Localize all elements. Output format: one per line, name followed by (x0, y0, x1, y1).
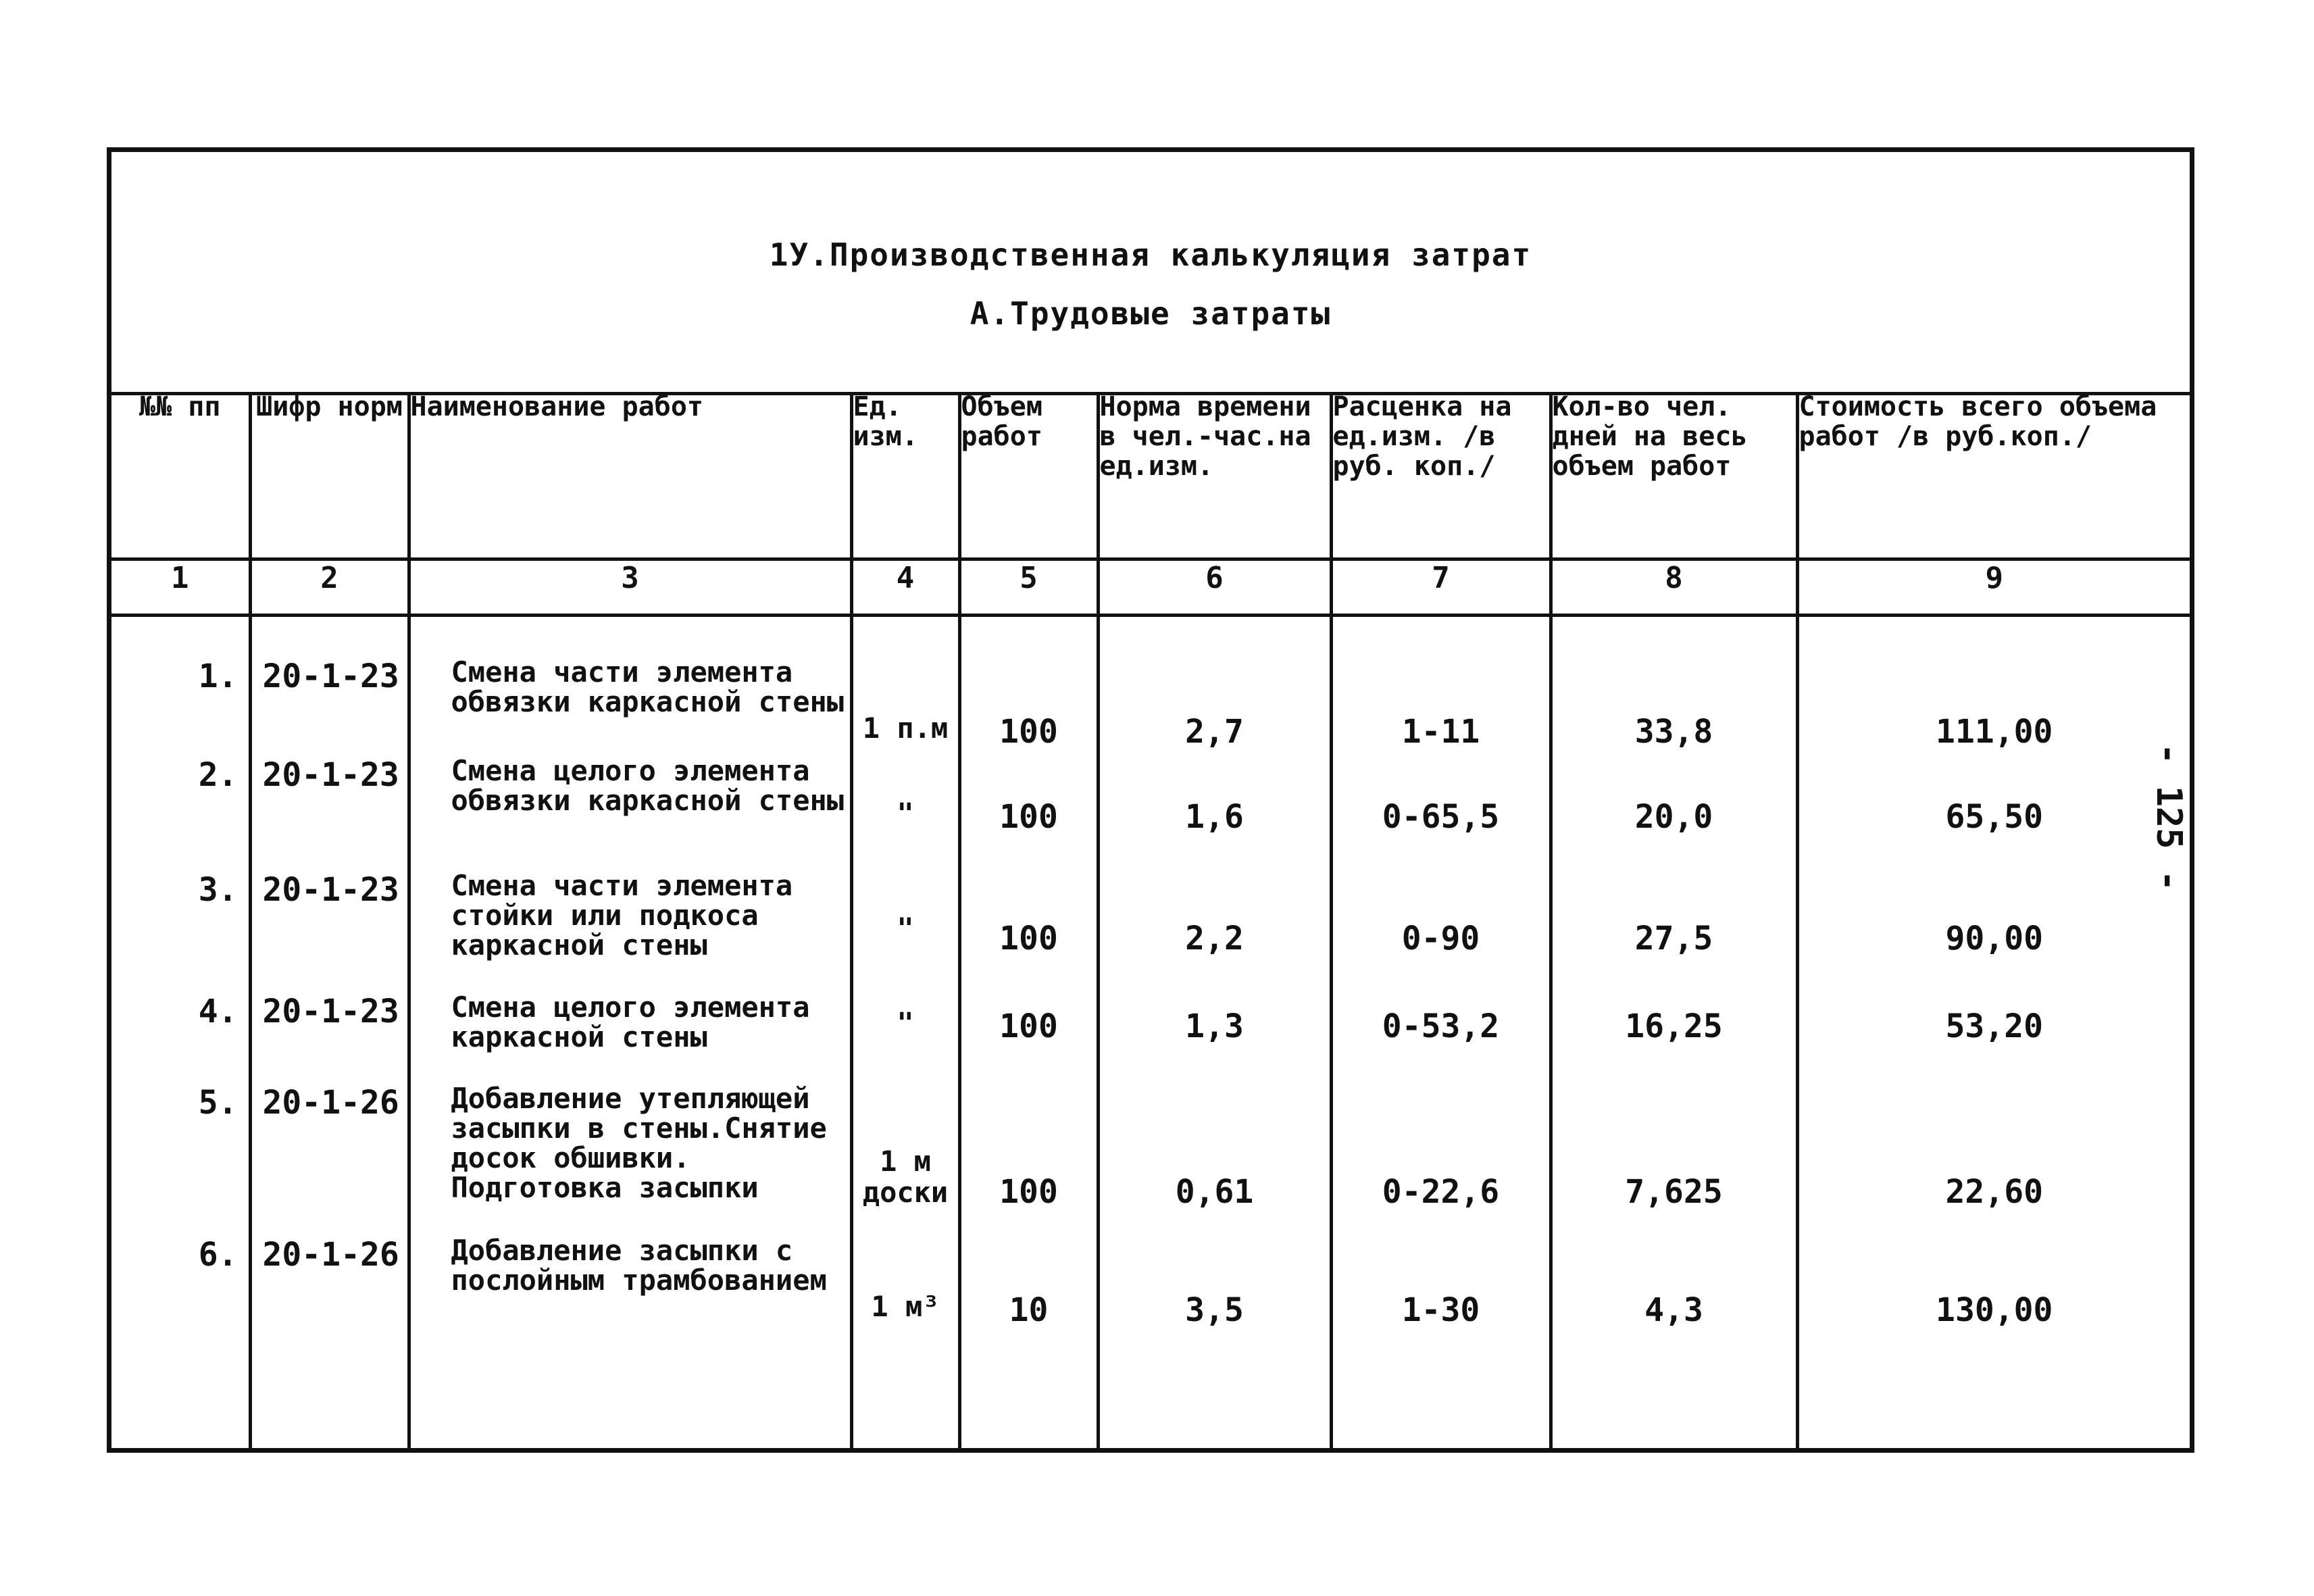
header-cell: Объем работ (959, 392, 1098, 559)
document-sheet (107, 147, 2194, 1453)
man-days: 16,25 (1551, 987, 1797, 1078)
volume: 100 (959, 751, 1098, 866)
unit: 1 п.м (851, 616, 959, 751)
header-cell: Стоимость всего объема работ /в руб.коп./ (1797, 392, 2190, 559)
row-number: 5. (198, 1084, 238, 1122)
volume: 100 (959, 866, 1098, 987)
column-number: 3 (409, 559, 851, 616)
time-norm: 2,2 (1098, 866, 1331, 987)
row-number: 2. (198, 756, 238, 794)
column-number-row (111, 559, 2190, 616)
header-cell: Расценка на ед.изм. /в руб. коп./ (1331, 392, 1551, 559)
rate: 0-53,2 (1331, 987, 1551, 1078)
column-number: 6 (1098, 559, 1331, 616)
norm-code: 20-1-26 (250, 1230, 409, 1453)
time-norm: 0,61 (1098, 1078, 1331, 1230)
unit: " (851, 987, 959, 1078)
subsection-title: А.Трудовые затраты (970, 295, 1332, 332)
time-norm: 3,5 (1098, 1230, 1331, 1453)
total-cost: 111,00 (1797, 616, 2190, 751)
norm-code: 20-1-23 (250, 987, 409, 1078)
work-name: Добавление засыпки с послойным трамбованием (409, 1230, 851, 1453)
man-days: 33,8 (1551, 616, 1797, 751)
page-number: - 125 - (2148, 743, 2189, 892)
rate: 1-30 (1331, 1230, 1551, 1453)
time-norm: 1,6 (1098, 751, 1331, 866)
volume: 10 (959, 1230, 1098, 1453)
man-days: 20,0 (1551, 751, 1797, 866)
time-norm: 1,3 (1098, 987, 1331, 1078)
table-row (111, 987, 2190, 1078)
column-number: 8 (1551, 559, 1797, 616)
labor-cost-table (111, 392, 2190, 1453)
unit: " (851, 866, 959, 987)
column-number: 9 (1797, 559, 2190, 616)
total-cost: 22,60 (1797, 1078, 2190, 1230)
table-row (111, 616, 2190, 751)
time-norm: 2,7 (1098, 616, 1331, 751)
rate: 0-90 (1331, 866, 1551, 987)
column-number: 1 (111, 559, 250, 616)
title-area (111, 152, 2190, 395)
header-cell: №№ пп (139, 391, 221, 422)
column-number: 5 (959, 559, 1098, 616)
row-number: 6. (198, 1236, 238, 1274)
volume: 100 (959, 987, 1098, 1078)
unit: 1 м доски (851, 1078, 959, 1230)
work-name: Смена части элемента стойки или подкоса каркасной стены (409, 866, 851, 987)
work-name: Добавление утепляющей засыпки в стены.Снятие досок обшивки. Подготовка засыпки (409, 1078, 851, 1230)
total-cost: 130,00 (1797, 1230, 2190, 1453)
section-title: 1У.Производственная калькуляция затрат (769, 236, 1532, 273)
man-days: 4,3 (1551, 1230, 1797, 1453)
table-row (111, 866, 2190, 987)
header-cell: Наименование работ (409, 392, 851, 559)
man-days: 27,5 (1551, 866, 1797, 987)
rate: 0-22,6 (1331, 1078, 1551, 1230)
rate: 0-65,5 (1331, 751, 1551, 866)
norm-code: 20-1-23 (250, 751, 409, 866)
work-name: Смена части элемента обвязки каркасной стены (409, 616, 851, 751)
man-days: 7,625 (1551, 1078, 1797, 1230)
column-number: 4 (851, 559, 959, 616)
total-cost: 65,50 (1797, 751, 2190, 866)
work-name: Смена целого элемента обвязки каркасной стены (409, 751, 851, 866)
norm-code: 20-1-26 (250, 1078, 409, 1230)
norm-code: 20-1-23 (250, 616, 409, 751)
table-row (111, 751, 2190, 866)
column-number: 7 (1331, 559, 1551, 616)
table-row (111, 1078, 2190, 1230)
column-number: 2 (250, 559, 409, 616)
header-cell: Шифр норм (250, 392, 409, 559)
rate: 1-11 (1331, 616, 1551, 751)
header-cell: Кол-во чел. дней на весь объем работ (1551, 392, 1797, 559)
row-number: 1. (198, 657, 238, 695)
row-number: 3. (198, 871, 238, 909)
header-cell: Норма времени в чел.-час.на ед.изм. (1098, 392, 1331, 559)
unit: 1 м³ (851, 1230, 959, 1453)
header-cell: Ед. изм. (851, 392, 959, 559)
unit: " (851, 751, 959, 866)
norm-code: 20-1-23 (250, 866, 409, 987)
total-cost: 53,20 (1797, 987, 2190, 1078)
total-cost: 90,00 (1797, 866, 2190, 987)
table-row (111, 1230, 2190, 1453)
row-number: 4. (198, 993, 238, 1030)
table-header-row (111, 392, 2190, 559)
volume: 100 (959, 616, 1098, 751)
volume: 100 (959, 1078, 1098, 1230)
work-name: Смена целого элемента каркасной стены (409, 987, 851, 1078)
